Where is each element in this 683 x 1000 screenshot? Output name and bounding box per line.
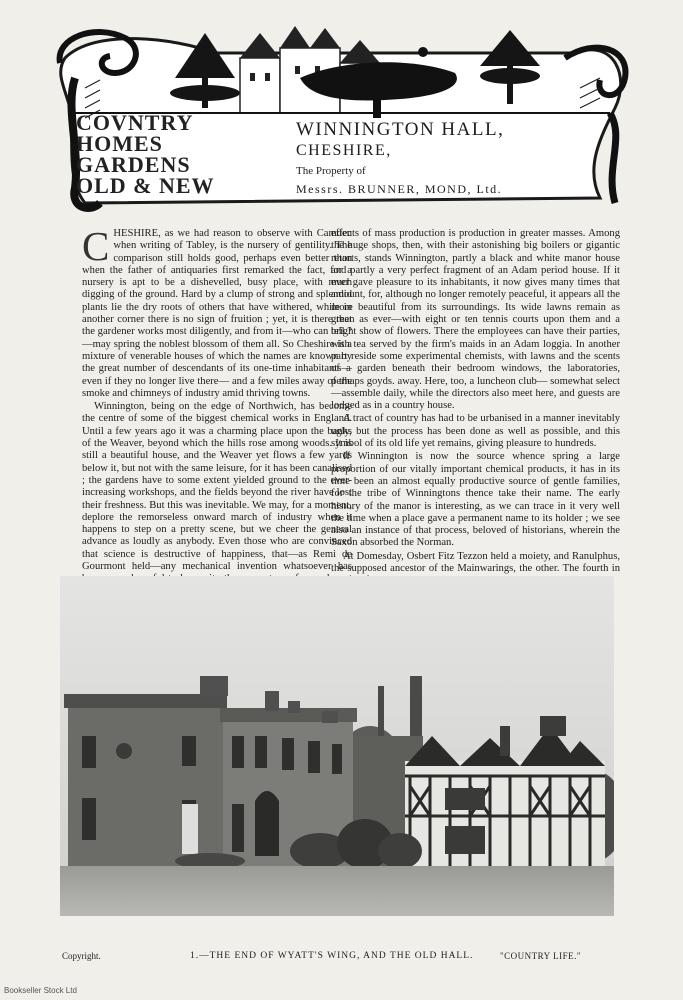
series-title-line: GARDENS xyxy=(76,152,191,177)
article-paragraph: Winnington, being on the edge of Northwich, has become the centre of some of the biggest chemical works in England. Until a few years ago it was a charming place upon the banks of the Weaver, beyond which the hills rose among woods. It is still a beautiful house, and the Weaver yet flows a few yards below it, but not with the same leisure, for it has been canalised ; the gardens have to some extent yielded ground to the ever-increasing workshops, and the fields beyond the river have lost their freshness. But this was inevitable. We may, for a moment, deplore the remorseless onward march of industry when it happens to step on a pretty scene, but we cheer the general advance as loudly as anybody. Even those who are convinced that science is destructive of happiness, that—as Remi de Gourmont held—any mechanical invention whatsoever has xyxy=(82,401,352,573)
article-paragraph: effects of mass production is production in greater masses. Among the huge shops, then, with their astonishing big boilers or gigantic retorts, stands Winnington, partly a black and white manor house and partly a very perfect fragment of an Adam period house. If it ever gave pleasure to its inhabitants, it now gives many times that amount, for, although no longer remotely peaceful, it appears all the more beautiful from its surroundings. Its wide lawns remain as green as ever—with eight or ten tennis courts upon them and a bright show of flowers. There the employees can have their parties, with tea served by the firm's maids in an Adam loggia. In another part reside some experimental chemists, with lawns and the scents of a garden beneath their bedroom windows, the laboratories, perhaps goyds. away. Here, too, a luncheon club— somewhat select—assemble daily, while the directors also meet here, and guests are lodged as in a country house. xyxy=(331,228,620,412)
article-paragraph: If Winnington is now the source whence spring a large proportion of our vitally important chemical products, it has in its time been an almost equally productive source of gentle families, for the tribe of Winningtons thence take their name. The early history of the manor is interesting, as we can trace in it very well the time when a place gave a permanent name to its holder ; we see also an instance of that process, beloved of historians, wherein the Saxon absorbed the Norman. xyxy=(331,451,620,549)
series-title-line: HOMES xyxy=(76,131,163,156)
copyright-label: Copyright. xyxy=(62,951,101,961)
article-heading xyxy=(296,120,616,199)
owner-name: Messrs. BRUNNER, MOND, Ltd. xyxy=(296,182,503,196)
figure-caption: 1.—THE END OF WYATT'S WING, AND THE OLD HALL. xyxy=(190,951,474,961)
article-paragraph xyxy=(82,223,352,400)
article-column-left xyxy=(82,223,352,599)
seller-watermark: Bookseller Stock Ltd xyxy=(4,986,77,995)
paragraph-text: HESHIRE, as we had reason to observe with Camden when writing of Tabley, is the nursery of gentility. The comparison still holds good, perhaps even better than when the father of antiquaries first remarked the fact, for a nursery is apt to be a dishevelled, busy place, with much digging of the ground. Hard by a clump of strong and splendid plants lie the dry roots of others that have withered, while in another corner there is no sign of fruition ; yet, it is there that the gardener works most diligently, and from it—who can tell ?—may spring the noblest blossom of them all. So Cheshire is a mixture of venerable houses of which the names are known by the great number of descendants of its one-time inhabitants—even if they no longer live there— and a few miles away of the smoke and chimneys of industry amid thriving towns. xyxy=(82,228,352,399)
owner-prefix: The Property of xyxy=(296,165,366,177)
series-title-line: COVNTRY xyxy=(76,110,194,135)
article-paragraph: At Domesday, Osbert Fitz Tezzon held a moiety, and Ranulphus, the supposed ancestor of the Mainwarings, the other. The fourth in xyxy=(331,550,620,575)
article-column-right xyxy=(331,228,620,589)
series-title xyxy=(76,112,276,196)
owner-line xyxy=(296,180,616,199)
series-title-line: OLD & NEW xyxy=(76,173,215,198)
owner-line xyxy=(296,162,616,180)
hall-photograph xyxy=(60,576,614,916)
figure-caption-row xyxy=(60,951,620,965)
photo-credit: "COUNTRY LIFE." xyxy=(500,951,582,961)
article-paragraph: A tract of country has had to be urbanised in a manner inevitably ugly, but the process has been done as well as possible, and this symbol of its old life yet remains, giving pleasure to hundreds. xyxy=(331,413,620,450)
drop-cap: C xyxy=(82,223,110,269)
hall-name: WINNINGTON HALL, xyxy=(296,119,505,140)
county-name: CHESHIRE, xyxy=(296,142,392,159)
